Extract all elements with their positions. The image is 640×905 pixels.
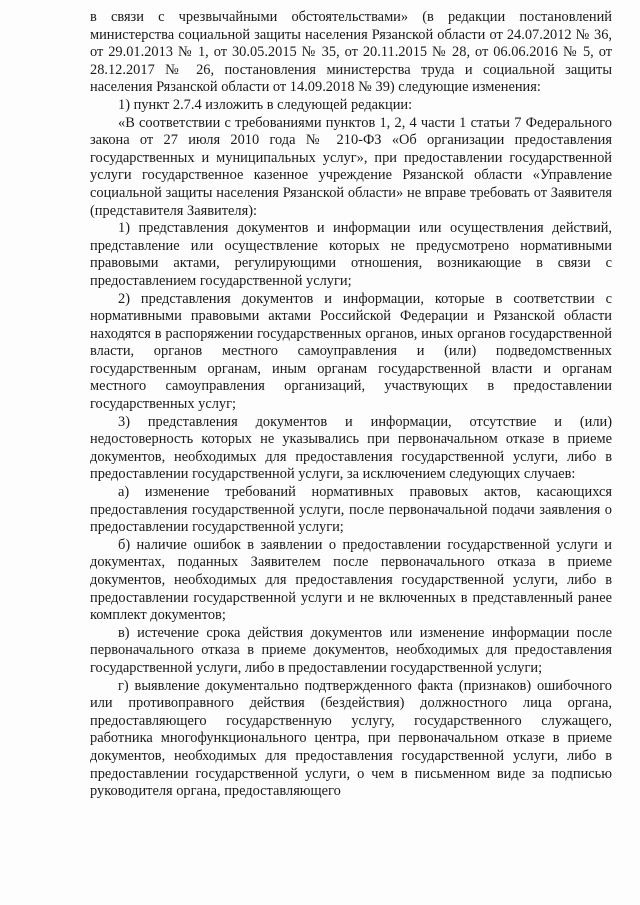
paragraph-item-1: 1) пункт 2.7.4 изложить в следующей редакции: (118, 96, 413, 113)
paragraph-case-a: а) изменение требований нормативных правовых актов, касающихся предоставления государственной услуги, после первоначальной подачи заявления о предоставлении государственной услуги; (90, 484, 612, 536)
paragraph-case-g: г) выявление документально подтвержденного факта (признаков) ошибочного или противоправного действия (бездействия) должностного лица органа, предоставляющего государственную услугу, государственного служащего, работника многофункционального центра, при первоначальном отказе в приеме документов, необходимых для предоставления государственной услуги, либо в предоставлении государственной услуги, о чем в письменном виде за подписью руководителя органа, предоставляющего (90, 677, 612, 800)
paragraph-subitem-2: 2) представления документов и информации, которые в соответствии с нормативными правовыми актами Российской Федерации и Рязанской области находятся в распоряжении государственных органов, иных органов государственной власти, органов местного самоуправления и (или) подведомственных государственным органам, иным органам государственной власти и органам местного самоуправления организаций, участвующих в предоставлении государственных услуг; (90, 290, 612, 413)
paragraph-case-b: б) наличие ошибок в заявлении о предоставлении государственной услуги и документах, поданных Заявителем после первоначального отказа в приеме документов, необходимых для предоставления государственной услуги, либо в предоставлении государственной услуги и не включенных в представленный ранее комплект документов; (90, 536, 612, 624)
paragraph-intro-continuation: в связи с чрезвычайными обстоятельствами» (в редакции постановлений министерства социальной защиты населения Рязанской области от 24.07.2012 № 36, от 29.01.2013 № 1, от 30.05.2015 № 35, от 20.11.2015 № 28, от 06.06.2016 № 5, от 28.12.2017 № 26, постановления министерства труда и социальной защиты населения Рязанской области от 14.09.2018 № 39) следующие изменения: (90, 9, 612, 96)
document-body (90, 9, 612, 801)
paragraph-case-v: в) истечение срока действия документов или изменение информации после первоначального отказа в приеме документов, необходимых для предоставления государственной услуги, либо в предоставлении государственной услуги; (90, 624, 612, 676)
paragraph-quote-start: «В соответствии с требованиями пунктов 1, 2, 4 части 1 статьи 7 Федерального закона от 27 июля 2010 года № 210-ФЗ «Об организации предоставления государственных и муниципальных услуг», при предоставлении государственной услуги государственное казенное учреждение Рязанской области «Управление социальной защиты населения Рязанской области» не вправе требовать от Заявителя (представителя Заявителя): (90, 114, 612, 219)
paragraph-subitem-1: 1) представления документов и информации или осуществления действий, представление или осуществление которых не предусмотрено нормативными правовыми актами, регулирующими отношения, возникающие в связи с предоставлением государственной услуги; (90, 220, 612, 289)
paragraph-subitem-3: 3) представления документов и информации, отсутствие и (или) недостоверность которых не указывались при первоначальном отказе в приеме документов, необходимых для предоставления государственной услуги, либо в предоставлении государственной услуги, за исключением следующих случаев: (90, 413, 612, 483)
